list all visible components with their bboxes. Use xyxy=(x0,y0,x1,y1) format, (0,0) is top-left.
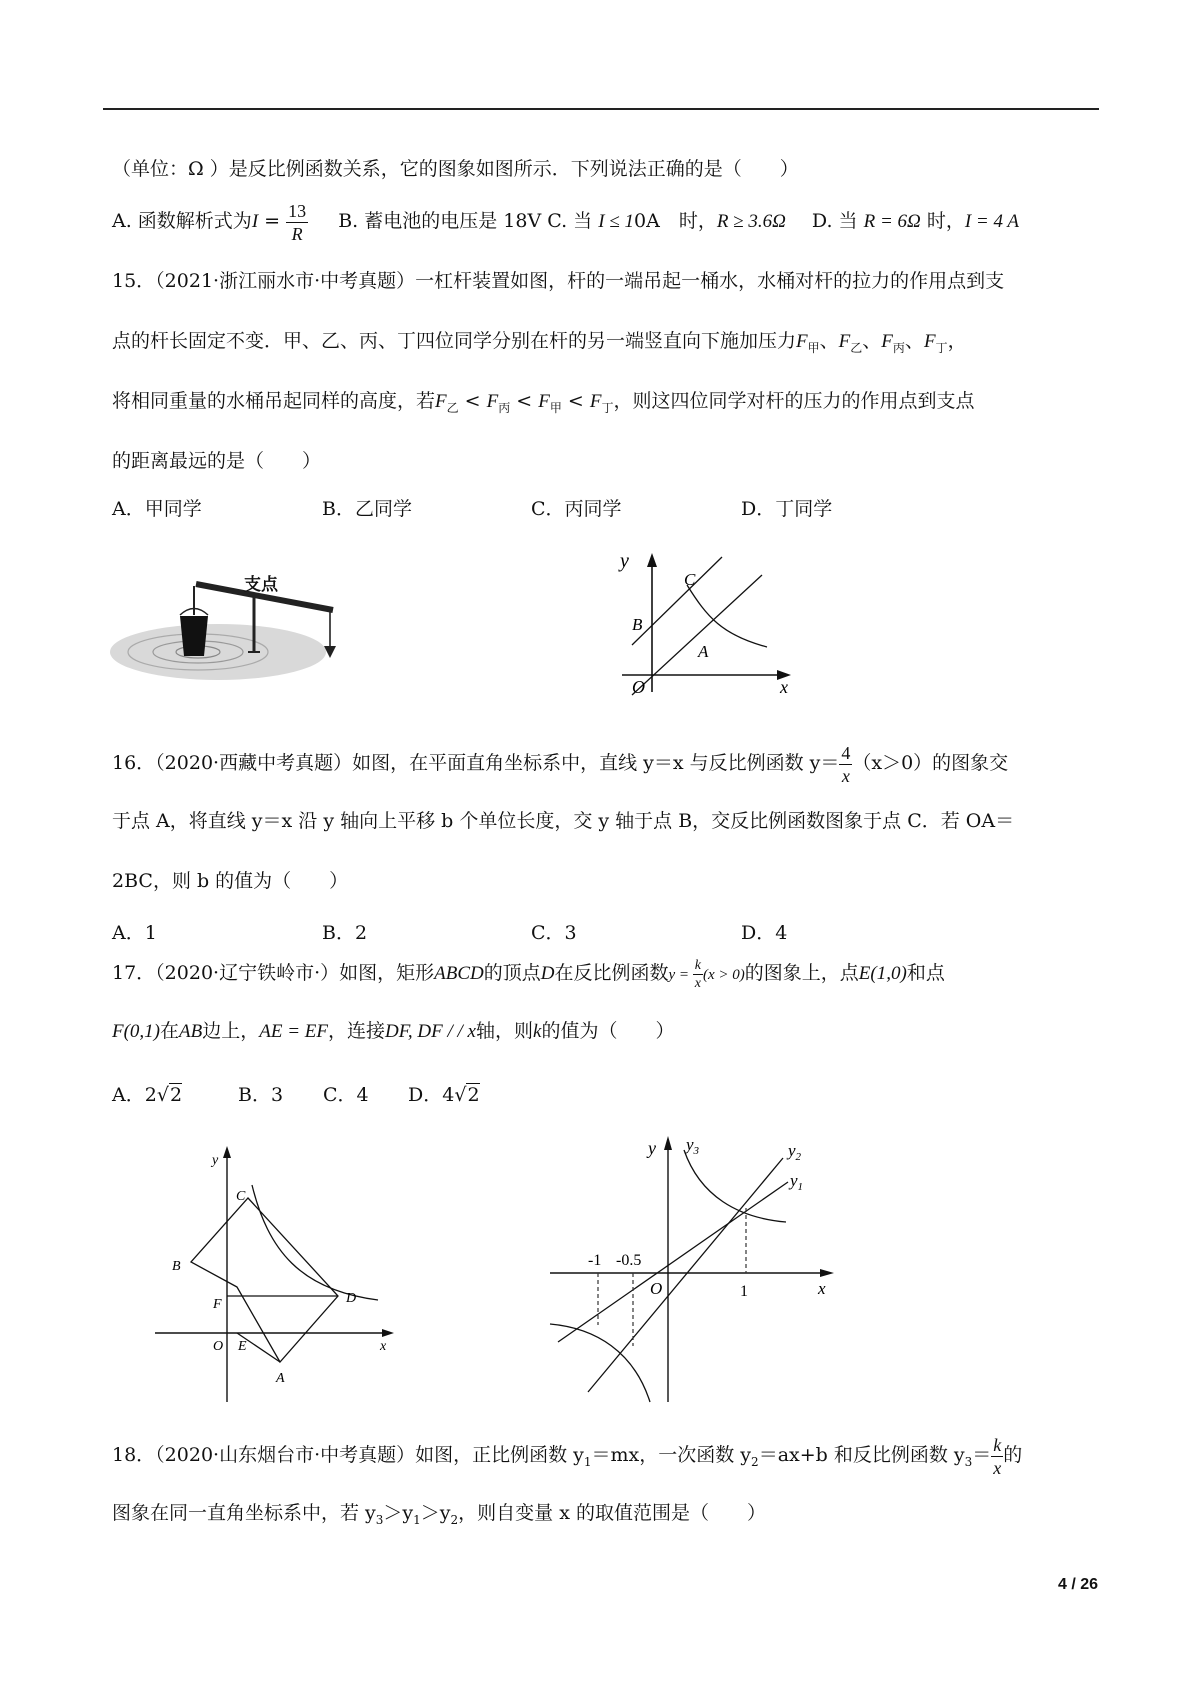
y-label: y xyxy=(212,1153,219,1168)
y-label: y xyxy=(620,550,629,572)
q17-fraction: $\frac{k}{x}$ xyxy=(694,957,701,991)
point-F-label: F xyxy=(213,1297,222,1312)
origin-label: O xyxy=(213,1339,224,1354)
q15-optD: D．丁同学 xyxy=(741,498,833,520)
header-rule xyxy=(103,108,1099,110)
hyperbola xyxy=(687,585,767,647)
q15-line3: 将相同重量的水桶吊起同样的高度，若$F_乙 < F_丙 < F_甲 < F_丁$，则这四位同学对杆的压力的作用点到支点 xyxy=(112,390,975,415)
q17-optD: D．4√2 xyxy=(408,1084,480,1106)
q15-optC: C．丙同学 xyxy=(531,498,622,520)
q17-line1: 17．（2020·辽宁铁岭市·）如图，矩形ABCD的顶点D在反比例函数y = $\frac{k}{x}$ (x > 0)的图象上，点E(1,0)和点 xyxy=(112,957,945,991)
q15-line4: 的距离最远的是（ ） xyxy=(112,450,322,472)
q15-optA: A．甲同学 xyxy=(112,498,202,520)
hyperbola-branch-1 xyxy=(684,1150,786,1222)
page-number: 4 / 26 xyxy=(1057,1576,1098,1593)
q18-line1: 18．（2020·山东烟台市·中考真题）如图，正比例函数 $y_1=mx$，一次函数 $y_2=ax+b$ 和反比例函数 $y_3=$ $\frac{k}{x}$ 的 xyxy=(112,1434,1023,1478)
q14-optD: D. 当 R = 6Ω 时，I = 4 A xyxy=(811,210,1019,232)
tick-1: 1 xyxy=(740,1283,748,1300)
q14-options xyxy=(112,196,1019,246)
q15-optB: B．乙同学 xyxy=(322,498,412,520)
label-y2: $y_2$ xyxy=(788,1141,802,1163)
q14-optA: A. 函数解析式为I = $\frac{13}{R}$ xyxy=(112,200,307,244)
tick-minus-1: -1 xyxy=(588,1252,602,1269)
point-B-label: B xyxy=(172,1259,181,1274)
tick-minus-0.5: -0.5 xyxy=(616,1252,642,1269)
point-C-label: C xyxy=(236,1189,246,1204)
q16-optA: A．1 xyxy=(112,922,157,944)
q18-figure xyxy=(538,1130,838,1405)
x-label: x xyxy=(780,677,788,697)
q16-fraction: $\frac{4}{x}$ xyxy=(841,742,851,786)
q16-optB: B．2 xyxy=(322,922,368,944)
q16-optC: C．3 xyxy=(531,922,577,944)
q17-optA: A．2√2 xyxy=(112,1084,183,1106)
q17-figure xyxy=(150,1140,410,1405)
line-y2 xyxy=(588,1158,783,1392)
q16-line2: 于点 A，将直线 y＝x 沿 y 轴向上平移 b 个单位长度，交 y 轴于点 B，交反比例函数图象于点 C．若 OA＝ xyxy=(112,810,1015,832)
q16-line3: 2BC，则 b 的值为（ ） xyxy=(112,870,349,892)
label-y3: $y_3$ xyxy=(686,1135,700,1157)
x-label: x xyxy=(380,1339,387,1354)
point-C-label: C xyxy=(684,570,696,589)
point-A-label: A xyxy=(276,1371,285,1386)
q18-line2: 图象在同一直角坐标系中，若 $y_3>y_1>y_2$，则自变量 x 的取值范围是（ ） xyxy=(112,1502,766,1527)
point-A-label: A xyxy=(698,642,709,661)
q14-optB: B. 蓄电池的电压是 18V xyxy=(338,210,542,232)
q14-fraction: $\frac{13}{R}$ xyxy=(288,200,307,244)
y-label: y xyxy=(648,1138,656,1158)
x-label: x xyxy=(818,1279,826,1298)
label-y1: $y_1$ xyxy=(790,1171,804,1193)
line-shifted xyxy=(632,557,722,645)
q18-fraction: $\frac{k}{x}$ xyxy=(993,1434,1002,1478)
q14-optC: C. 当 I ≤ 10A 时，R ≥ 3.6Ω xyxy=(547,210,786,232)
q16-line1: 16．（2020·西藏中考真题）如图，在平面直角坐标系中，直线 y＝x 与反比例函数 y＝ $\frac{4}{x}$ （x＞0）的图象交 xyxy=(112,742,1009,786)
q16-optD: D．4 xyxy=(741,922,788,944)
q16-figure xyxy=(612,545,802,700)
water-ripple-area xyxy=(110,624,326,680)
q17-line2: F(0,1)在AB边上，AE = EF，连接DF, DF / / x轴，则k的值为（ ） xyxy=(112,1020,675,1042)
point-E-label: E xyxy=(238,1339,247,1354)
bucket-icon xyxy=(180,616,208,656)
hyperbola xyxy=(252,1185,378,1300)
origin-label: O xyxy=(650,1279,663,1298)
fulcrum-label: 支点 xyxy=(244,575,278,595)
origin-label: O xyxy=(632,677,645,697)
q17-optC: C．4 xyxy=(323,1084,369,1106)
point-B-label: B xyxy=(632,615,643,634)
point-D-label: D xyxy=(346,1291,357,1306)
q15-line2: 点的杆长固定不变．甲、乙、丙、丁四位同学分别在杆的另一端竖直向下施加压力$F_甲$、$F_乙$、$F_丙$、$F_丁$， xyxy=(112,330,967,355)
q15-line1: 15．（2021·浙江丽水市·中考真题）一杠杆装置如图，杆的一端吊起一桶水，水桶对杆的拉力的作用点到支 xyxy=(112,270,1005,292)
lever-figure xyxy=(108,560,378,690)
q14-line1: （单位：Ω ）是反比例函数关系，它的图象如图所示．下列说法正确的是（ ） xyxy=(112,158,799,180)
q17-optB: B．3 xyxy=(238,1084,284,1106)
